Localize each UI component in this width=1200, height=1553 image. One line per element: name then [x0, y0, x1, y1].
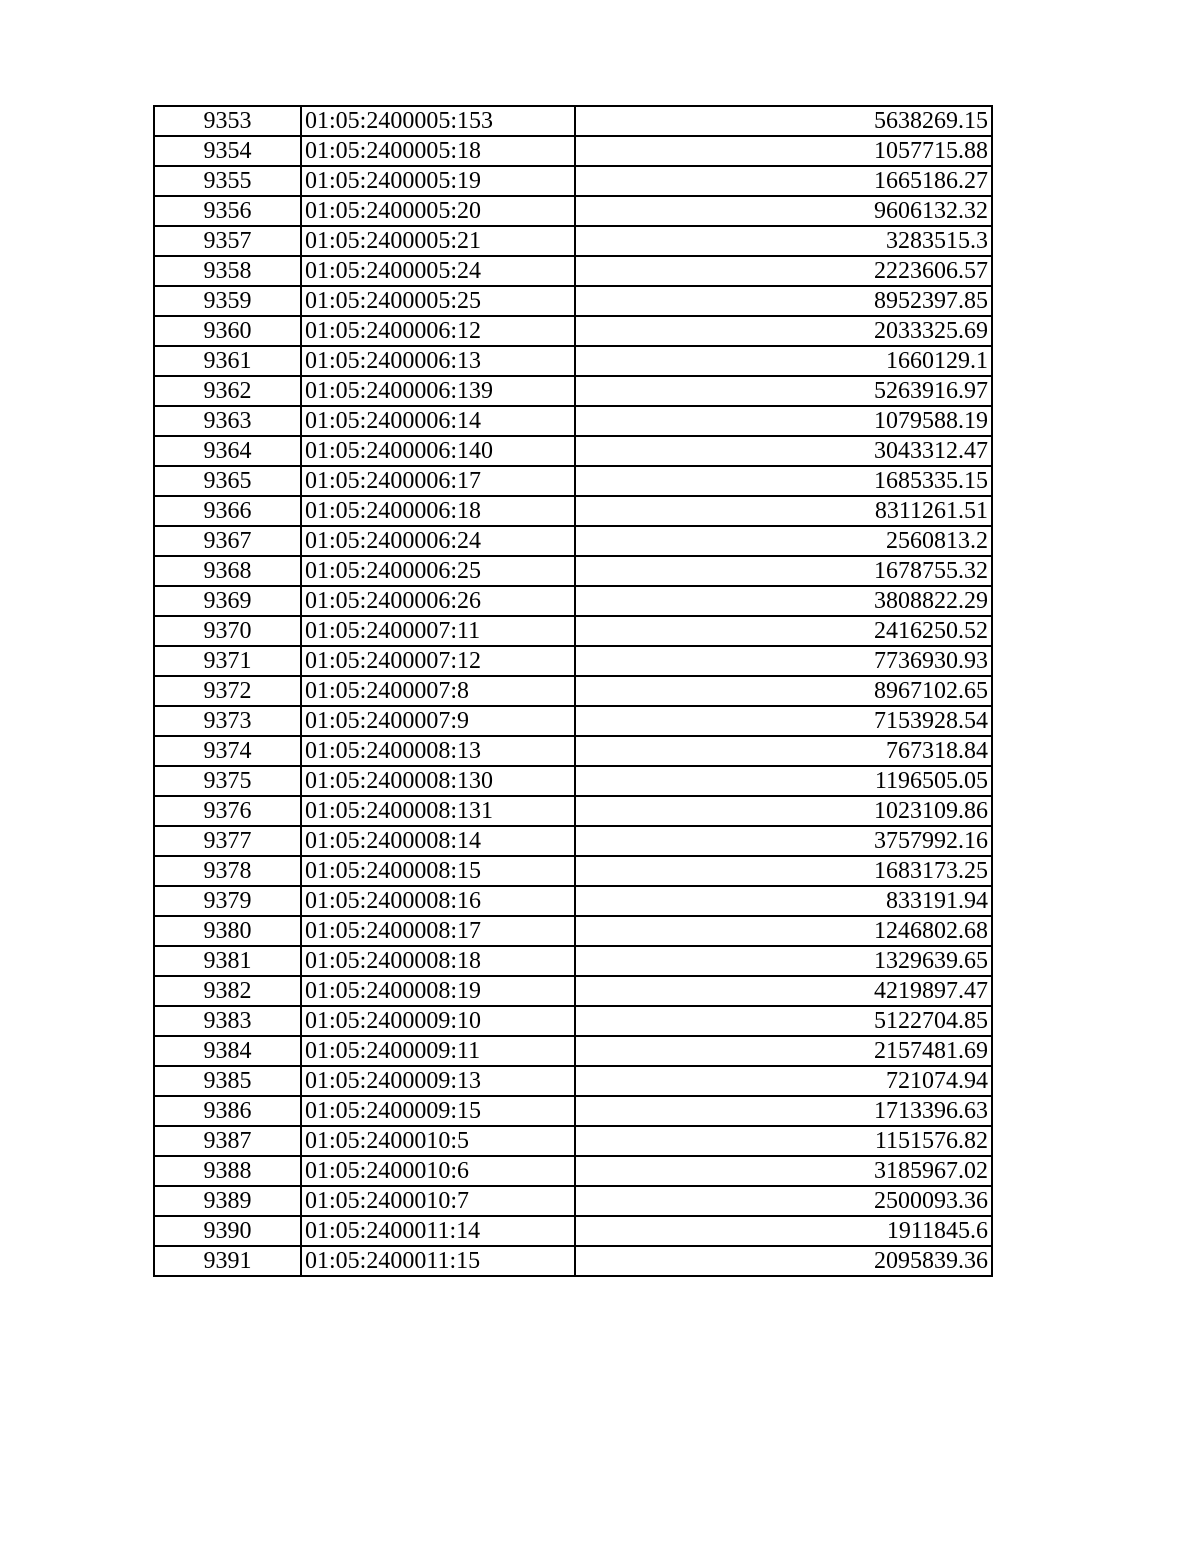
cadastral-number-cell: 01:05:2400006:13	[301, 346, 575, 376]
row-number-cell: 9383	[154, 1006, 301, 1036]
table-row	[154, 106, 992, 136]
table-row	[154, 616, 992, 646]
amount-cell: 5638269.15	[575, 106, 992, 136]
amount-cell: 5263916.97	[575, 376, 992, 406]
table-row	[154, 316, 992, 346]
table-row	[154, 256, 992, 286]
row-number-cell: 9365	[154, 466, 301, 496]
row-number-cell: 9390	[154, 1216, 301, 1246]
amount-cell: 1151576.82	[575, 1126, 992, 1156]
amount-cell: 1660129.1	[575, 346, 992, 376]
cadastral-number-cell: 01:05:2400006:139	[301, 376, 575, 406]
table-row	[154, 136, 992, 166]
row-number-cell: 9370	[154, 616, 301, 646]
amount-cell: 1057715.88	[575, 136, 992, 166]
table-row	[154, 646, 992, 676]
table-row	[154, 976, 992, 1006]
row-number-cell: 9380	[154, 916, 301, 946]
cadastral-number-cell: 01:05:2400009:11	[301, 1036, 575, 1066]
table-row	[154, 676, 992, 706]
row-number-cell: 9369	[154, 586, 301, 616]
amount-cell: 1713396.63	[575, 1096, 992, 1126]
cadastral-number-cell: 01:05:2400008:16	[301, 886, 575, 916]
amount-cell: 8967102.65	[575, 676, 992, 706]
cadastral-number-cell: 01:05:2400009:10	[301, 1006, 575, 1036]
table-row	[154, 946, 992, 976]
cadastral-number-cell: 01:05:2400011:15	[301, 1246, 575, 1276]
amount-cell: 9606132.32	[575, 196, 992, 226]
cadastral-number-cell: 01:05:2400005:153	[301, 106, 575, 136]
row-number-cell: 9389	[154, 1186, 301, 1216]
table-row	[154, 1096, 992, 1126]
row-number-cell: 9358	[154, 256, 301, 286]
cadastral-number-cell: 01:05:2400006:24	[301, 526, 575, 556]
row-number-cell: 9375	[154, 766, 301, 796]
table-row	[154, 736, 992, 766]
row-number-cell: 9366	[154, 496, 301, 526]
table-row	[154, 766, 992, 796]
cadastral-number-cell: 01:05:2400006:25	[301, 556, 575, 586]
table-body	[154, 106, 992, 1276]
cadastral-number-cell: 01:05:2400007:8	[301, 676, 575, 706]
table-row	[154, 1066, 992, 1096]
cadastral-number-cell: 01:05:2400009:15	[301, 1096, 575, 1126]
row-number-cell: 9368	[154, 556, 301, 586]
cadastral-number-cell: 01:05:2400008:18	[301, 946, 575, 976]
cadastral-number-cell: 01:05:2400005:21	[301, 226, 575, 256]
amount-cell: 7736930.93	[575, 646, 992, 676]
row-number-cell: 9367	[154, 526, 301, 556]
cadastral-number-cell: 01:05:2400008:19	[301, 976, 575, 1006]
data-table	[153, 105, 993, 1277]
row-number-cell: 9379	[154, 886, 301, 916]
table-row	[154, 346, 992, 376]
cadastral-number-cell: 01:05:2400006:26	[301, 586, 575, 616]
table-row	[154, 1246, 992, 1276]
cadastral-number-cell: 01:05:2400006:140	[301, 436, 575, 466]
cadastral-number-cell: 01:05:2400005:18	[301, 136, 575, 166]
cadastral-number-cell: 01:05:2400008:13	[301, 736, 575, 766]
row-number-cell: 9387	[154, 1126, 301, 1156]
cadastral-number-cell: 01:05:2400010:6	[301, 1156, 575, 1186]
cadastral-number-cell: 01:05:2400006:12	[301, 316, 575, 346]
table-row	[154, 376, 992, 406]
cadastral-number-cell: 01:05:2400008:17	[301, 916, 575, 946]
row-number-cell: 9388	[154, 1156, 301, 1186]
amount-cell: 2033325.69	[575, 316, 992, 346]
row-number-cell: 9355	[154, 166, 301, 196]
table-row	[154, 166, 992, 196]
table-row	[154, 856, 992, 886]
cadastral-number-cell: 01:05:2400007:12	[301, 646, 575, 676]
row-number-cell: 9359	[154, 286, 301, 316]
row-number-cell: 9356	[154, 196, 301, 226]
table-row	[154, 916, 992, 946]
cadastral-number-cell: 01:05:2400005:25	[301, 286, 575, 316]
row-number-cell: 9353	[154, 106, 301, 136]
table-row	[154, 886, 992, 916]
cadastral-number-cell: 01:05:2400008:131	[301, 796, 575, 826]
table-row	[154, 706, 992, 736]
table-row	[154, 556, 992, 586]
row-number-cell: 9386	[154, 1096, 301, 1126]
cadastral-number-cell: 01:05:2400005:20	[301, 196, 575, 226]
row-number-cell: 9354	[154, 136, 301, 166]
cadastral-number-cell: 01:05:2400007:11	[301, 616, 575, 646]
row-number-cell: 9362	[154, 376, 301, 406]
amount-cell: 2157481.69	[575, 1036, 992, 1066]
row-number-cell: 9360	[154, 316, 301, 346]
amount-cell: 3757992.16	[575, 826, 992, 856]
cadastral-number-cell: 01:05:2400006:18	[301, 496, 575, 526]
row-number-cell: 9363	[154, 406, 301, 436]
amount-cell: 8952397.85	[575, 286, 992, 316]
cadastral-number-cell: 01:05:2400011:14	[301, 1216, 575, 1246]
amount-cell: 1329639.65	[575, 946, 992, 976]
amount-cell: 3185967.02	[575, 1156, 992, 1186]
row-number-cell: 9382	[154, 976, 301, 1006]
cadastral-number-cell: 01:05:2400005:24	[301, 256, 575, 286]
amount-cell: 1079588.19	[575, 406, 992, 436]
row-number-cell: 9377	[154, 826, 301, 856]
amount-cell: 1665186.27	[575, 166, 992, 196]
amount-cell: 1683173.25	[575, 856, 992, 886]
cadastral-number-cell: 01:05:2400008:15	[301, 856, 575, 886]
row-number-cell: 9374	[154, 736, 301, 766]
amount-cell: 3283515.3	[575, 226, 992, 256]
amount-cell: 7153928.54	[575, 706, 992, 736]
row-number-cell: 9357	[154, 226, 301, 256]
amount-cell: 2223606.57	[575, 256, 992, 286]
amount-cell: 1246802.68	[575, 916, 992, 946]
table-row	[154, 196, 992, 226]
table-row	[154, 466, 992, 496]
table-row	[154, 826, 992, 856]
table-row	[154, 586, 992, 616]
cadastral-number-cell: 01:05:2400005:19	[301, 166, 575, 196]
table-row	[154, 496, 992, 526]
row-number-cell: 9361	[154, 346, 301, 376]
cadastral-number-cell: 01:05:2400008:14	[301, 826, 575, 856]
cadastral-number-cell: 01:05:2400006:17	[301, 466, 575, 496]
amount-cell: 3043312.47	[575, 436, 992, 466]
amount-cell: 1678755.32	[575, 556, 992, 586]
row-number-cell: 9381	[154, 946, 301, 976]
table-row	[154, 436, 992, 466]
row-number-cell: 9372	[154, 676, 301, 706]
amount-cell: 1685335.15	[575, 466, 992, 496]
amount-cell: 1196505.05	[575, 766, 992, 796]
amount-cell: 4219897.47	[575, 976, 992, 1006]
amount-cell: 2416250.52	[575, 616, 992, 646]
cadastral-number-cell: 01:05:2400010:5	[301, 1126, 575, 1156]
amount-cell: 2500093.36	[575, 1186, 992, 1216]
table-row	[154, 796, 992, 826]
row-number-cell: 9371	[154, 646, 301, 676]
row-number-cell: 9373	[154, 706, 301, 736]
row-number-cell: 9376	[154, 796, 301, 826]
row-number-cell: 9378	[154, 856, 301, 886]
table-row	[154, 1036, 992, 1066]
amount-cell: 1911845.6	[575, 1216, 992, 1246]
amount-cell: 833191.94	[575, 886, 992, 916]
amount-cell: 5122704.85	[575, 1006, 992, 1036]
row-number-cell: 9385	[154, 1066, 301, 1096]
row-number-cell: 9391	[154, 1246, 301, 1276]
amount-cell: 721074.94	[575, 1066, 992, 1096]
cadastral-number-cell: 01:05:2400010:7	[301, 1186, 575, 1216]
cadastral-number-cell: 01:05:2400007:9	[301, 706, 575, 736]
amount-cell: 8311261.51	[575, 496, 992, 526]
cadastral-number-cell: 01:05:2400008:130	[301, 766, 575, 796]
cadastral-number-cell: 01:05:2400006:14	[301, 406, 575, 436]
amount-cell: 2095839.36	[575, 1246, 992, 1276]
table-row	[154, 406, 992, 436]
table-row	[154, 226, 992, 256]
table-row	[154, 1156, 992, 1186]
table-row	[154, 286, 992, 316]
amount-cell: 3808822.29	[575, 586, 992, 616]
row-number-cell: 9384	[154, 1036, 301, 1066]
amount-cell: 767318.84	[575, 736, 992, 766]
table-row	[154, 1186, 992, 1216]
table-row	[154, 1216, 992, 1246]
row-number-cell: 9364	[154, 436, 301, 466]
amount-cell: 2560813.2	[575, 526, 992, 556]
cadastral-number-cell: 01:05:2400009:13	[301, 1066, 575, 1096]
amount-cell: 1023109.86	[575, 796, 992, 826]
table-row	[154, 1126, 992, 1156]
table-row	[154, 526, 992, 556]
table-row	[154, 1006, 992, 1036]
